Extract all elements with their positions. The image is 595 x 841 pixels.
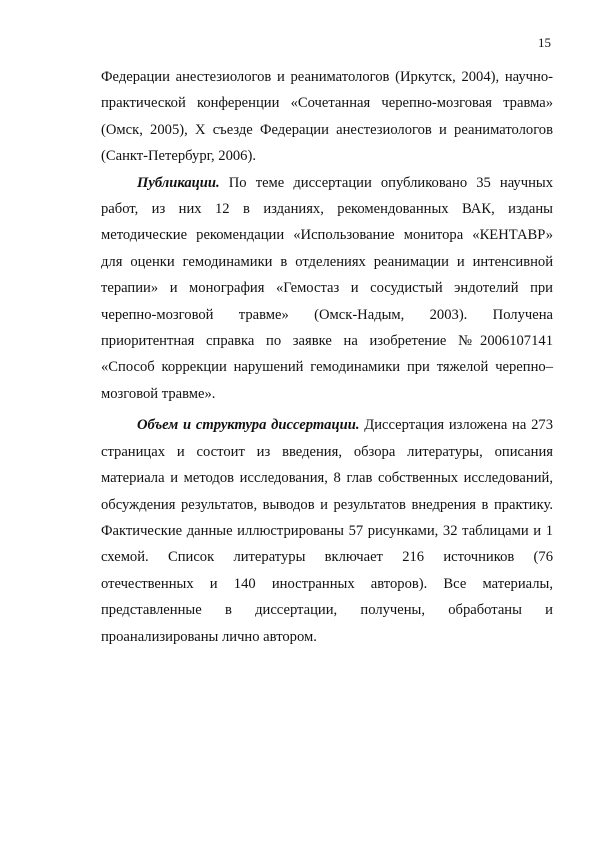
paragraph-text: Диссертация изложена на 273 страницах и состоит из введения, обзора литературы, описания материала и методов исследования, 8 глав собственных исследований, обсуждения результатов, выводов и результатов внедрения в практику. Фактические данные иллюстрированы 57 рисунками, 32 таблицами и 1 схемой. Список литературы включает 216 источников (76 отечественных и 140 иностранных авторов). Все материалы, представленные в диссертации, получены, обработаны и проанализированы лично автором. xyxy=(101,417,553,645)
publications-heading: Публикации. xyxy=(137,174,220,191)
paragraph-structure xyxy=(101,412,553,650)
paragraph-conferences xyxy=(101,64,553,170)
document-body xyxy=(101,64,553,650)
page-number: 15 xyxy=(538,35,551,50)
paragraph-text: Федерации анестезиологов и реаниматологов (Иркутск, 2004), научно-практической конференции «Сочетанная черепно-мозговая травма» (Омск, 2005), Х съезде Федерации анестезиологов и реаниматологов (Санкт-Петербург, 2006). xyxy=(101,69,553,165)
structure-heading: Объем и структура диссертации. xyxy=(137,417,360,434)
paragraph-publications xyxy=(101,170,553,408)
paragraph-text: По теме диссертации опубликовано 35 научных работ, из них 12 в изданиях, рекомендованных ВАК, изданы методические рекомендации «Использование монитора «КЕНТАВР» для оценки гемодинамики в отделениях реанимации и интенсивной терапии» и монография «Гемостаз и сосудистый эндотелий при черепно-мозговой травме» (Омск-Надым, 2003). Получена приоритентная справка по заявке на изобретение №2006107141 «Способ коррекции нарушений гемодинамики при тяжелой черепно–мозговой травме». xyxy=(101,174,553,402)
